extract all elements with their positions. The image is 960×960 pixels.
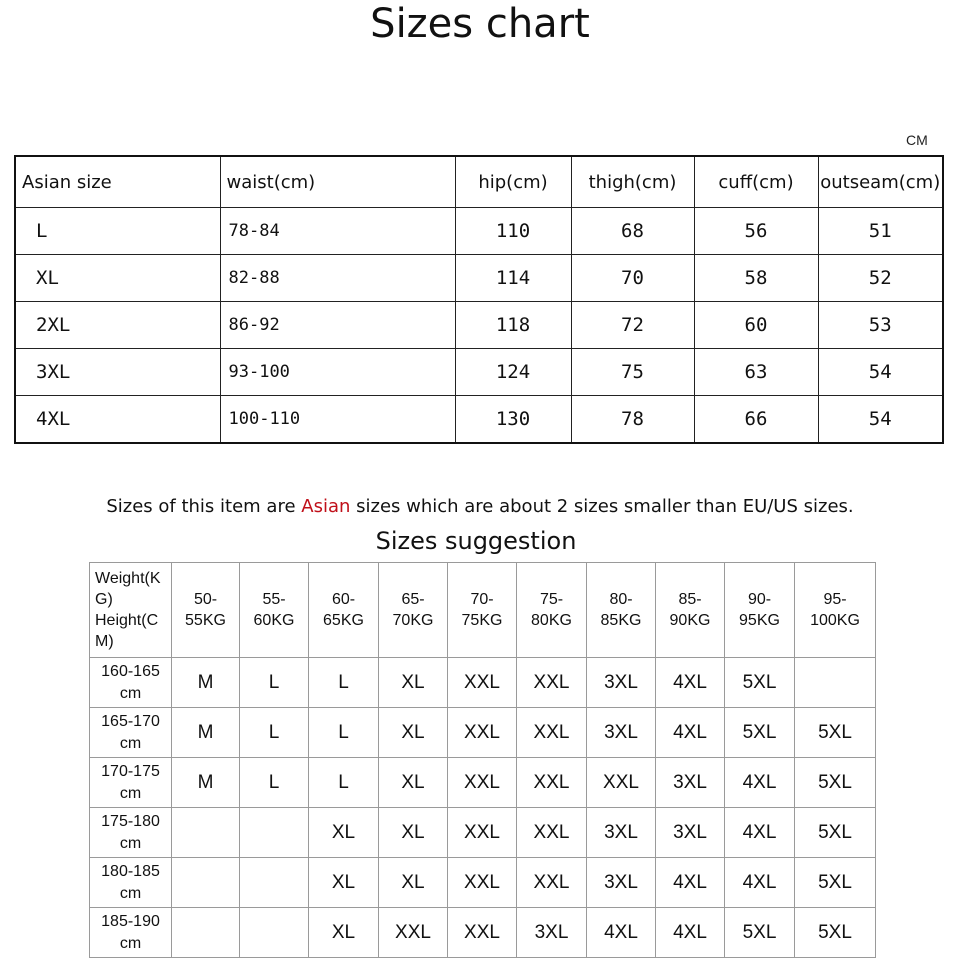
weight-header-line: 50- [193,591,218,608]
table-cell: 114 [455,255,571,302]
height-header-line: cm [119,684,142,702]
table-cell: 70 [571,255,694,302]
size-cell: 5XL [795,858,876,908]
table-row [15,396,943,444]
table-cell: 54 [818,396,943,444]
size-cell [795,658,876,708]
size-cell: 5XL [795,908,876,958]
weight-header [240,563,309,658]
table-row [90,858,876,908]
table-cell: 51 [818,208,943,255]
weight-header [309,563,379,658]
table-row [15,349,943,396]
size-cell: M [172,658,240,708]
size-cell: L [309,758,379,808]
suggestion-title: Sizes suggestion [375,527,577,555]
table-cell: 68 [571,208,694,255]
size-cell: 5XL [795,758,876,808]
size-note [0,496,960,517]
size-cell [240,858,309,908]
height-header [90,758,172,808]
weight-header-line: 80- [609,591,633,608]
weight-header-line: 90KG [669,612,711,629]
size-cell: XL [379,858,448,908]
weight-header [656,563,725,658]
table-row [90,758,876,808]
table-cell: 124 [455,349,571,396]
height-header-line: 165-170 [101,712,160,730]
table-cell: 110 [455,208,571,255]
size-cell: L [240,758,309,808]
table-cell: 75 [571,349,694,396]
corner-header-line: Weight(K [95,570,161,587]
weight-header-line: 90- [747,591,772,608]
weight-header-line: 95- [823,591,847,608]
table-cell: 56 [694,208,818,255]
size-cell [172,908,240,958]
weight-header-line: 55KG [185,612,226,629]
size-cell: 4XL [656,858,725,908]
size-cell: 3XL [587,708,656,758]
size-cell: XXL [448,908,517,958]
height-header-line: 160-165 [101,662,160,680]
size-cell: 3XL [656,758,725,808]
size-cell: XXL [379,908,448,958]
size-cell: 5XL [725,658,795,708]
note-text-before: Sizes of this item are [106,496,302,517]
table-cell: 72 [571,302,694,349]
weight-header-line: 80KG [531,612,572,629]
size-cell: XL [379,658,448,708]
size-cell: 4XL [725,808,795,858]
table-row [90,808,876,858]
header-thigh: thigh(cm) [571,156,694,208]
height-header [90,658,172,708]
height-header-line: cm [119,934,142,952]
weight-header-line: 70KG [392,612,434,629]
table-cell: 3XL [15,349,220,396]
size-cell: 4XL [656,908,725,958]
size-cell: L [240,708,309,758]
size-cell: XL [379,758,448,808]
table-cell: 130 [455,396,571,444]
table-cell: 86-92 [220,302,455,349]
height-header-line: cm [119,734,142,752]
weight-header [172,563,240,658]
size-cell: 5XL [795,708,876,758]
table-cell: 78-84 [220,208,455,255]
weight-header-line: 75KG [461,612,503,629]
size-chart-header-row [15,156,943,208]
height-header-line: cm [119,884,142,902]
table-row [15,208,943,255]
size-cell: XL [309,808,379,858]
size-cell: L [240,658,309,708]
unit-label: CM [906,132,928,148]
height-header-line: cm [119,834,142,852]
size-cell: XXL [448,808,517,858]
table-cell: 78 [571,396,694,444]
size-cell: XXL [448,708,517,758]
header-hip: hip(cm) [455,156,571,208]
table-cell: 4XL [15,396,220,444]
weight-header [587,563,656,658]
table-cell: 93-100 [220,349,455,396]
weight-header-line: 85KG [600,612,642,629]
size-cell [172,858,240,908]
table-row [15,302,943,349]
size-chart-table [14,155,944,444]
table-cell: 2XL [15,302,220,349]
height-header [90,908,172,958]
table-row [15,255,943,302]
weight-header-line: 70- [470,591,494,608]
weight-header [448,563,517,658]
size-cell: 3XL [587,808,656,858]
size-cell: XXL [517,808,587,858]
size-cell: L [309,658,379,708]
height-header-line: 170-175 [101,762,160,780]
size-cell: L [309,708,379,758]
size-cell: 4XL [725,758,795,808]
height-header [90,708,172,758]
header-asian-size: Asian size [15,156,220,208]
size-cell: XL [309,858,379,908]
table-cell: XL [15,255,220,302]
corner-header [90,563,172,658]
weight-header-line: 85- [678,591,702,608]
size-cell [172,808,240,858]
size-cell: M [172,758,240,808]
size-cell: 4XL [587,908,656,958]
size-suggestion-table [89,562,876,958]
table-cell: 66 [694,396,818,444]
size-cell: XXL [587,758,656,808]
size-cell: 4XL [656,708,725,758]
size-cell: XXL [517,858,587,908]
size-cell [240,808,309,858]
size-cell: XXL [517,758,587,808]
size-cell: 3XL [517,908,587,958]
size-cell: XXL [448,858,517,908]
weight-header-line: 100KG [810,612,860,629]
header-waist: waist(cm) [220,156,455,208]
size-cell: 3XL [587,658,656,708]
size-cell [240,908,309,958]
size-cell: 4XL [656,658,725,708]
size-cell: XXL [517,658,587,708]
size-cell: 3XL [587,858,656,908]
table-row [90,908,876,958]
height-header-line: 180-185 [101,862,160,880]
table-cell: 58 [694,255,818,302]
suggestion-header-row [90,563,876,658]
page-title: Sizes chart [370,1,590,47]
size-cell: XL [379,708,448,758]
weight-header [725,563,795,658]
size-cell: 5XL [725,908,795,958]
header-outseam: outseam(cm) [818,156,943,208]
table-cell: 60 [694,302,818,349]
weight-header-line: 75- [539,591,564,608]
weight-header [517,563,587,658]
note-text-after: sizes which are about 2 sizes smaller than EU/US sizes. [350,496,854,517]
table-row [90,708,876,758]
table-cell: 82-88 [220,255,455,302]
height-header [90,808,172,858]
size-cell: XXL [448,758,517,808]
height-header [90,858,172,908]
weight-header-line: 60- [331,591,356,608]
table-row [90,658,876,708]
table-cell: 53 [818,302,943,349]
note-highlight: Asian [301,496,351,517]
weight-header-line: 65KG [323,612,364,629]
weight-header-line: 95KG [739,612,780,629]
table-cell: 63 [694,349,818,396]
size-cell: XL [309,908,379,958]
header-cuff: cuff(cm) [694,156,818,208]
table-cell: 100-110 [220,396,455,444]
table-cell: 54 [818,349,943,396]
size-cell: 4XL [725,858,795,908]
size-cell: XL [379,808,448,858]
weight-header-line: 60KG [253,612,295,629]
size-cell: M [172,708,240,758]
size-cell: 5XL [725,708,795,758]
table-cell: 118 [455,302,571,349]
weight-header-line: 55- [262,591,286,608]
corner-header-line: M) [95,633,114,650]
weight-header-line: 65- [401,591,425,608]
size-cell: 5XL [795,808,876,858]
size-cell: XXL [448,658,517,708]
weight-header [795,563,876,658]
size-cell: XXL [517,708,587,758]
height-header-line: 175-180 [101,812,160,830]
size-cell: 3XL [656,808,725,858]
table-cell: 52 [818,255,943,302]
table-cell: L [15,208,220,255]
height-header-line: 185-190 [101,912,160,930]
height-header-line: cm [119,784,142,802]
corner-header-line: G) [95,591,113,608]
weight-header [379,563,448,658]
corner-header-line: Height(C [95,612,159,629]
